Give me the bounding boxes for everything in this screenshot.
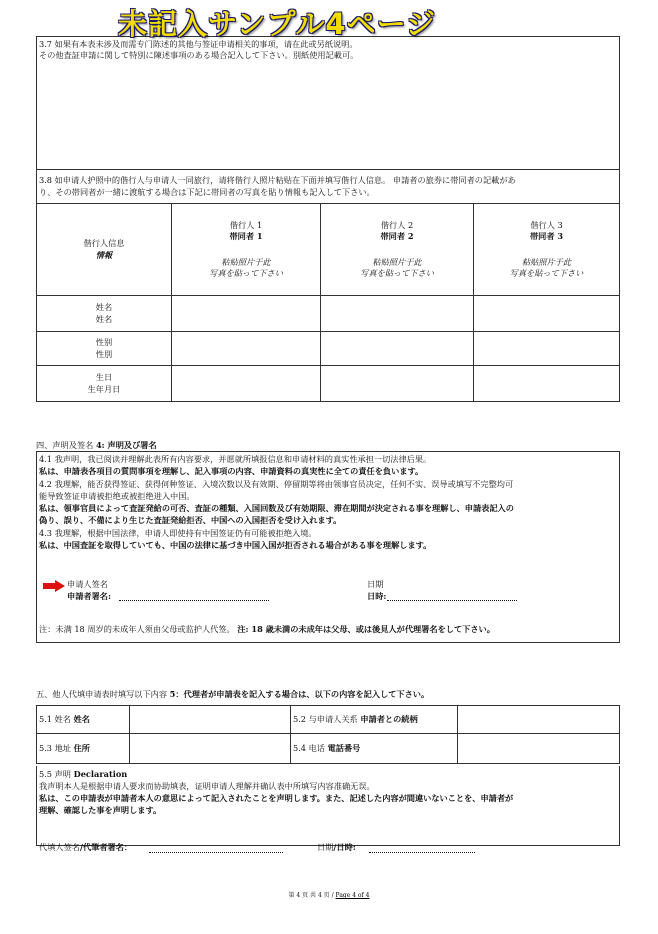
minor-note-jp: 注: 18 歳未満の未成年は父母、或は後見人が代理署名をして下さい。	[237, 624, 495, 634]
companion-2-label-jp: 帯同者 2	[380, 231, 414, 241]
proxy-name-label-cn: 5.1 姓名	[39, 713, 71, 724]
row-label-name	[37, 296, 172, 332]
proxy-name-label-jp: 姓名	[73, 713, 90, 724]
proxy-decl-heading	[39, 769, 127, 781]
companion-3-label-cn: 偕行人 3	[530, 219, 563, 230]
companion-1-photo-jp: 写真を貼って下さい	[209, 268, 283, 278]
section-5-title-cn: 五、他人代填申请表时填写以下内容	[36, 689, 168, 699]
row-label-name-jp: 姓名	[95, 313, 113, 324]
companion-1-label-jp: 帯同者 1	[229, 231, 263, 241]
proxy-phone-field[interactable]	[458, 734, 620, 764]
row-label-birthdate	[37, 366, 172, 402]
proxy-address-field[interactable]	[130, 734, 291, 764]
proxy-declaration-box	[36, 766, 620, 852]
proxy-relation-label	[291, 706, 458, 734]
applicant-date-label-jp: 日時:	[367, 591, 387, 601]
row-label-gender	[37, 332, 172, 366]
section-4-box	[36, 451, 620, 643]
proxy-relation-field[interactable]	[458, 706, 620, 734]
proxy-sign-label	[39, 842, 132, 854]
page-footer: 第 4 页 共 4 页 / Page 4 of 4	[288, 892, 370, 899]
section-5-heading	[36, 689, 429, 700]
row-label-name-cn: 姓名	[95, 302, 113, 312]
proxy-address-label	[37, 734, 130, 764]
applicant-sign-label-jp: 申請者署名:	[67, 591, 111, 601]
red-arrow-icon	[43, 580, 65, 592]
section-4-title-jp: 4: 声明及び署名	[95, 440, 157, 450]
row-label-birthdate-cn: 生日	[95, 372, 113, 382]
companion-3-photo-jp: 写真を貼って下さい	[509, 268, 584, 278]
proxy-address-label-jp: 住所	[73, 742, 90, 753]
proxy-date-label	[317, 842, 356, 854]
row-label-birthdate-jp: 生年月日	[87, 383, 121, 394]
companion-1-birthdate-field[interactable]	[172, 366, 321, 402]
proxy-signature-field[interactable]	[149, 852, 283, 853]
decl-line-1: 4.1 我声明，我已阅读并理解此表所有内容要求，并愿就所填报信息和申请材料的真实性承担一切法律后果。	[39, 454, 432, 464]
proxy-decl-line-2: 私は、この申請表が申請者本人の意思によって記入されたことを声明します。また、記述した内容が間違いないことを、申請者が	[39, 793, 514, 803]
companion-1-gender-field[interactable]	[172, 332, 321, 366]
decl-line-6: 偽り、誤り、不備により生じた査証発給拒否、中国への入国拒否を受け入れます。	[39, 515, 342, 525]
applicant-sign-label-cn: 申请人签名	[67, 579, 108, 589]
companion-3-photo-cn: 粘贴照片于此	[521, 256, 572, 267]
proxy-date-label-jp: /日時:	[333, 842, 356, 852]
companion-3-name-field[interactable]	[474, 296, 620, 332]
minor-note	[39, 624, 495, 636]
proxy-name-label	[37, 706, 130, 734]
proxy-sign-label-jp: /代筆者署名：	[79, 842, 133, 852]
proxy-phone-label-cn: 5.4 电话	[293, 742, 325, 753]
companion-2-label-cn: 偕行人 2	[380, 219, 414, 230]
proxy-decl-line-1: 我声明本人是根据申请人要求而协助填表，证明申请人理解并确认表中所填写内容准确无误。	[39, 781, 375, 791]
proxy-relation-label-cn: 5.2 与申请人关系	[293, 713, 358, 724]
section-4-title-cn: 四、声明及签名	[36, 440, 94, 450]
proxy-sign-label-cn: 代填人签名	[39, 842, 80, 852]
proxy-decl-line-3: 理解、確認した事を声明します。	[39, 805, 162, 815]
proxy-decl-heading-cn: 5.5 声明	[39, 769, 71, 779]
sample-watermark: 未記入サンプル4ページ	[118, 7, 436, 41]
companion-3-gender-field[interactable]	[474, 332, 620, 366]
proxy-decl-heading-en: Declaration	[73, 769, 128, 779]
proxy-relation-label-jp: 申請者との続柄	[360, 713, 418, 724]
decl-line-3: 4.2 我理解，能否获得签证、获得何种签证、入境次数以及有效期、停留期等将由领事官员决定，任何不实、误导或填写不完整均可	[39, 479, 514, 489]
companion-3-label-jp: 帯同者 3	[529, 231, 564, 241]
companion-1-name-field[interactable]	[172, 296, 321, 332]
decl-line-8: 私は、中国査証を取得していても、中国の法律に基づき中国入国が拒否される場合がある事を理解します。	[39, 540, 432, 550]
section-3-7-box[interactable]	[36, 36, 620, 170]
section-5-title-jp: 5：代理者が申請表を記入する場合は、以下の内容を記入して下さい。	[169, 689, 430, 699]
companion-1-photo-cn: 粘贴照片于此	[221, 256, 271, 267]
companion-3-birthdate-field[interactable]	[474, 366, 620, 402]
decl-line-2: 私は、申請表各項目の質問事項を理解し、記入事項の内容、申請資料の真実性に全ての責任を負います。	[39, 466, 424, 476]
section-3-8-line2: り、その帯同者が一緒に渡航する場合は下記に帯同者の写真を貼り情報も記入して下さい。	[39, 187, 375, 197]
applicant-date-field[interactable]	[387, 600, 517, 601]
proxy-date-field[interactable]	[369, 852, 475, 853]
section-3-8-line1: 3.8 如申请人护照中的偕行人与申请人一同旅行，请将偕行人照片粘贴在下面并填写偕行人信息。 申請者の旅券に帯同者の記載があ	[39, 175, 516, 185]
companion-2-photo-cn: 粘贴照片于此	[372, 256, 422, 267]
companion-info-header-cn: 偕行人信息	[83, 238, 125, 248]
page-number-en: Page 4 of 4	[335, 892, 370, 899]
section-4-heading	[36, 440, 157, 451]
page-number-cn: 第 4 页 共 4 页	[288, 892, 330, 899]
companion-2-birthdate-field[interactable]	[321, 366, 474, 402]
companion-photo-cell-1[interactable]	[172, 204, 321, 296]
companion-info-header	[37, 204, 172, 296]
proxy-phone-label	[291, 734, 458, 764]
companion-2-gender-field[interactable]	[321, 332, 474, 366]
section-3-7-label-jp: その他査証申請に関して特別に陳述事項のある場合記入して下さい。別紙使用記載可。	[39, 50, 359, 60]
proxy-address-label-cn: 5.3 地址	[39, 742, 71, 753]
companion-table	[36, 203, 620, 402]
proxy-name-field[interactable]	[130, 706, 291, 734]
proxy-date-label-cn: 日期	[317, 842, 334, 852]
companion-info-header-jp: 情報	[95, 249, 113, 260]
proxy-phone-label-jp: 電話番号	[327, 742, 361, 753]
row-label-gender-jp: 性別	[95, 348, 113, 359]
applicant-date-label-cn: 日期	[367, 579, 384, 589]
companion-2-photo-jp: 写真を貼って下さい	[360, 268, 434, 278]
proxy-info-table	[36, 705, 620, 764]
decl-line-5: 私は、領事官員によって査証発給の可否、査証の種類、入国回数及び有効期限、滞在期間が決定される事を理解し、申請表記入の	[39, 503, 514, 513]
minor-note-cn: 注：未满 18 周岁的未成年人须由父母或监护人代签。	[39, 624, 235, 634]
decl-line-7: 4.3 我理解，根据中国法律，申请人即使持有中国签证仍有可能被拒绝入境。	[39, 528, 317, 538]
row-label-gender-cn: 性别	[95, 337, 113, 347]
companion-photo-cell-2[interactable]	[321, 204, 474, 296]
applicant-signature-field[interactable]	[119, 600, 269, 601]
decl-line-4: 能导致签证申请被拒绝或被拒绝进入中国。	[39, 491, 195, 501]
companion-photo-cell-3[interactable]	[474, 204, 620, 296]
section-3-7-label-cn: 3.7 如果有本表未涉及而需专门陈述的其他与签证申请相关的事项，请在此或另纸说明。	[39, 39, 358, 49]
section-3-8-box	[36, 169, 620, 203]
companion-1-label-cn: 偕行人 1	[229, 219, 263, 230]
companion-2-name-field[interactable]	[321, 296, 474, 332]
